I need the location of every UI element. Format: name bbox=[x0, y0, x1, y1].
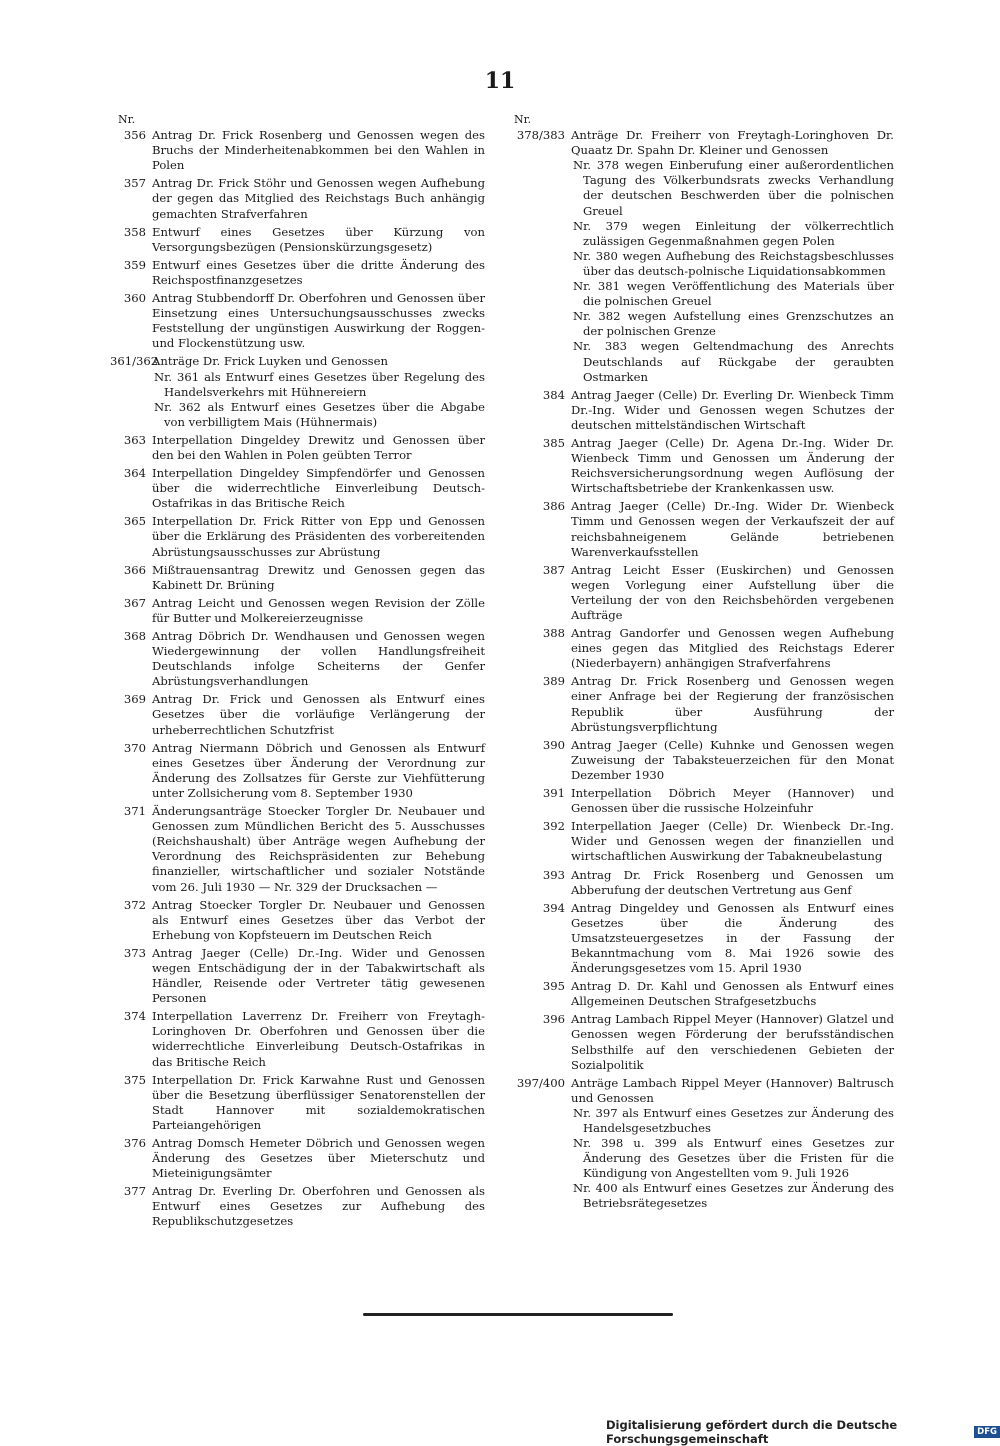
left-column bbox=[110, 112, 485, 1233]
entry-text: Antrag Dr. Frick Rosenberg und Genossen wegen des Bruchs der Minderheitenabkommen bei den Wahlen in Polen bbox=[152, 128, 485, 173]
entry-text: Anträge Dr. Frick Luyken und Genossen bbox=[152, 354, 388, 369]
document-entry bbox=[110, 291, 485, 351]
entry-subitem: Nr. 381 wegen Veröffentlichung des Materials über die polnischen Greuel bbox=[573, 279, 894, 309]
entry-text: Antrag Jaeger (Celle) Dr.-Ing. Wider Dr. Wienbeck Timm und Genossen wegen der Verkaufszeit der auf reichsbahneigenem Gelände betriebenen Warenverkaufsstellen bbox=[571, 499, 894, 559]
document-entry bbox=[110, 946, 485, 1006]
entry-number: 391 bbox=[542, 786, 565, 801]
document-entry bbox=[506, 626, 894, 671]
entry-text: Anträge Lambach Rippel Meyer (Hannover) Baltrusch und Genossen bbox=[571, 1075, 894, 1105]
entry-number: 358 bbox=[123, 224, 146, 239]
entry-text: Antrag Dr. Frick Rosenberg und Genossen wegen einer Anfrage bei der Regierung der französischen Republik über Ausführung der Abrüstungsverpflichtung bbox=[571, 674, 894, 734]
entry-number: 375 bbox=[123, 1072, 146, 1087]
entry-text: Antrag Leicht und Genossen wegen Revision der Zölle für Butter und Molkereierzeugnisse bbox=[152, 595, 485, 625]
document-entry bbox=[110, 629, 485, 689]
document-entry bbox=[506, 868, 894, 898]
document-entry bbox=[110, 1136, 485, 1181]
document-entry bbox=[110, 898, 485, 943]
document-entry bbox=[506, 1076, 894, 1212]
entry-number: 359 bbox=[123, 257, 146, 272]
entry-text: Antrag Döbrich Dr. Wendhausen und Genossen wegen Wiedergewinnung der vollen Handlungsfreiheit Deutschlands infolge Scheiterns der Genfer Abrüstungsverhandlungen bbox=[152, 629, 485, 689]
entry-number: 374 bbox=[123, 1009, 146, 1024]
document-entry bbox=[110, 225, 485, 255]
end-ornament-rule bbox=[363, 1313, 673, 1316]
document-entry bbox=[110, 1184, 485, 1229]
entry-number: 397/400 bbox=[516, 1075, 565, 1090]
dfg-logo: DFG bbox=[974, 1426, 1000, 1438]
entry-number: 371 bbox=[123, 804, 146, 819]
entry-text: Antrag Jaeger (Celle) Kuhnke und Genossen wegen Zuweisung der Tabaksteuerzeichen für den Monat Dezember 1930 bbox=[571, 737, 894, 782]
entry-subitem: Nr. 383 wegen Geltendmachung des Anrechts Deutschlands auf Rückgabe der geraubten Ostmarken bbox=[573, 339, 894, 384]
entry-subitem: Nr. 400 als Entwurf eines Gesetzes zur Änderung des Betriebsrätegesetzes bbox=[573, 1181, 894, 1211]
entry-number: 370 bbox=[123, 740, 146, 755]
entry-number: 377 bbox=[123, 1184, 146, 1199]
document-entry bbox=[110, 176, 485, 221]
entry-number: 367 bbox=[123, 595, 146, 610]
entry-text: Interpellation Dr. Frick Ritter von Epp und Genossen über die Erklärung des Präsidenten des vorbereitenden Abrüstungsausschusses zur Abrüstung bbox=[152, 514, 485, 559]
document-entry bbox=[506, 436, 894, 496]
document-entry bbox=[110, 514, 485, 559]
document-entry bbox=[110, 596, 485, 626]
right-column bbox=[506, 112, 894, 1215]
document-entry bbox=[110, 563, 485, 593]
entry-text: Antrag Dr. Frick Rosenberg und Genossen um Abberufung der deutschen Vertretung aus Genf bbox=[571, 867, 894, 897]
right-entry-list bbox=[506, 128, 894, 1211]
entry-subitem: Nr. 398 u. 399 als Entwurf eines Gesetzes zur Änderung des Gesetzes über die Fristen für die Kündigung von Angestellten vom 9. Juli 1926 bbox=[573, 1136, 894, 1181]
entry-text: Antrag Jaeger (Celle) Dr. Agena Dr.-Ing. Wider Dr. Wienbeck Timm und Genossen um Änderung der Reichsversicherungsordnung wegen Auflösung der Wirtschaftsbetriebe der Krankenkassen usw. bbox=[571, 435, 894, 496]
entry-text: Antrag Dr. Frick Stöhr und Genossen wegen Aufhebung der gegen das Mitglied des Reichstags Buch anhängig gemachten Strafverfahren bbox=[152, 176, 485, 221]
document-entry bbox=[506, 674, 894, 734]
nr-column-header: Nr. bbox=[118, 113, 136, 126]
document-entry bbox=[110, 741, 485, 801]
entry-text: Antrag Dr. Everling Dr. Oberfohren und Genossen als Entwurf eines Gesetzes zur Aufhebung des Republikschutzgesetzes bbox=[152, 1184, 485, 1229]
entry-text: Antrag Gandorfer und Genossen wegen Aufhebung eines gegen das Mitglied des Reichstags Ederer (Niederbayern) anhängigen Strafverfahrens bbox=[571, 626, 894, 671]
entry-subitem: Nr. 379 wegen Einleitung der völkerrechtlich zulässigen Gegenmaßnahmen gegen Polen bbox=[573, 218, 894, 248]
entry-number: 396 bbox=[542, 1012, 565, 1027]
entry-text: Entwurf eines Gesetzes über die dritte Änderung des Reichspostfinanzgesetzes bbox=[152, 257, 485, 287]
entry-number: 357 bbox=[123, 176, 146, 191]
document-entry bbox=[506, 979, 894, 1009]
entry-number: 366 bbox=[123, 562, 146, 577]
entry-number: 387 bbox=[542, 562, 565, 577]
entry-number: 363 bbox=[123, 432, 146, 447]
entry-number: 365 bbox=[123, 514, 146, 529]
entry-text: Interpellation Dingeldey Simpfendörfer und Genossen über die widerrechtliche Einverleibung Deutsch-Ostafrikas in das Britische Reich bbox=[152, 466, 485, 511]
entry-text: Mißtrauensantrag Drewitz und Genossen gegen das Kabinett Dr. Brüning bbox=[152, 562, 485, 592]
document-entry bbox=[110, 1009, 485, 1069]
document-entry bbox=[110, 433, 485, 463]
entry-text: Antrag Stubbendorff Dr. Oberfohren und Genossen über Einsetzung eines Untersuchungsausschusses zwecks Feststellung der ungünstigen Auswirkung der Roggen- und Flockenstützung usw. bbox=[152, 291, 485, 351]
entry-text: Interpellation Dr. Frick Karwahne Rust und Genossen über die Besetzung überflüssiger Senatorenstellen der Stadt Hannover mit sozialdemokratischen Parteiangehörigen bbox=[152, 1072, 485, 1132]
document-entry bbox=[110, 692, 485, 737]
entry-number: 385 bbox=[542, 435, 565, 450]
left-entry-list bbox=[110, 128, 485, 1229]
entry-number: 361/362 bbox=[110, 354, 159, 369]
document-entry bbox=[506, 1012, 894, 1072]
entry-number: 393 bbox=[542, 867, 565, 882]
document-entry bbox=[110, 804, 485, 895]
entry-number: 388 bbox=[542, 626, 565, 641]
entry-text: Interpellation Jaeger (Celle) Dr. Wienbeck Dr.-Ing. Wider und Genossen wegen der finanziellen und wirtschaftlichen Auswirkung der Tabakneubelastung bbox=[571, 819, 894, 864]
document-entry bbox=[506, 901, 894, 976]
document-entry bbox=[506, 738, 894, 783]
footer bbox=[606, 1418, 1000, 1446]
entry-number: 360 bbox=[123, 291, 146, 306]
entry-number: 378/383 bbox=[516, 128, 565, 143]
entry-text: Antrag Jaeger (Celle) Dr. Everling Dr. Wienbeck Timm Dr.-Ing. Wider und Genossen wegen Schutzes der deutschen mittelständischen Wirtschaft bbox=[571, 387, 894, 432]
document-entry bbox=[110, 258, 485, 288]
entry-number: 386 bbox=[542, 499, 565, 514]
entry-number: 389 bbox=[542, 674, 565, 689]
entry-text: Anträge Dr. Freiherr von Freytagh-Loringhoven Dr. Quaatz Dr. Spahn Dr. Kleiner und Genossen bbox=[571, 128, 894, 158]
entry-number: 395 bbox=[542, 979, 565, 994]
entry-subitem: Nr. 382 wegen Aufstellung eines Grenzschutzes an der polnischen Grenze bbox=[573, 309, 894, 339]
document-entry bbox=[506, 563, 894, 623]
entry-text: Antrag Stoecker Torgler Dr. Neubauer und Genossen als Entwurf eines Gesetzes über das Verbot der Erhebung von Kopfsteuern im Deutschen Reich bbox=[152, 897, 485, 942]
entry-number: 394 bbox=[542, 900, 565, 915]
entry-text: Entwurf eines Gesetzes über Kürzung von Versorgungsbezügen (Pensionskürzungsgesetz) bbox=[152, 224, 485, 254]
page-number: 11 bbox=[484, 68, 516, 94]
document-entry bbox=[110, 354, 485, 429]
entry-text: Antrag Dr. Frick und Genossen als Entwurf eines Gesetzes über die vorläufige Verlängerung der urheberrechtlichen Schutzfrist bbox=[152, 692, 485, 737]
entry-text: Antrag Leicht Esser (Euskirchen) und Genossen wegen Vorlegung einer Aufstellung über die Verteilung der von den Reichsbehörden vergebenen Aufträge bbox=[571, 562, 894, 622]
entry-subitem: Nr. 397 als Entwurf eines Gesetzes zur Änderung des Handelsgesetzbuches bbox=[573, 1105, 894, 1135]
entry-number: 364 bbox=[123, 466, 146, 481]
document-entry bbox=[110, 1073, 485, 1133]
document-entry bbox=[506, 786, 894, 816]
document-entry bbox=[506, 499, 894, 559]
entry-text: Antrag Jaeger (Celle) Dr.-Ing. Wider und Genossen wegen Entschädigung der in der Tabakwirtschaft als Händler, Reisende oder Vertreter tätig gewesenen Personen bbox=[152, 945, 485, 1006]
nr-column-header: Nr. bbox=[514, 113, 532, 126]
entry-text: Interpellation Dingeldey Drewitz und Genossen über den bei den Wahlen in Polen geübten Terror bbox=[152, 432, 485, 462]
entry-text: Antrag Domsch Hemeter Döbrich und Genossen wegen Änderung des Gesetzes über Mieterschutz und Mieteinigungsämter bbox=[152, 1136, 485, 1181]
entry-number: 392 bbox=[542, 819, 565, 834]
entry-text: Antrag D. Dr. Kahl und Genossen als Entwurf eines Allgemeinen Deutschen Strafgesetzbuchs bbox=[571, 979, 894, 1009]
entry-number: 376 bbox=[123, 1136, 146, 1150]
entry-number: 369 bbox=[123, 692, 146, 707]
entry-text: Interpellation Laverrenz Dr. Freiherr von Freytagh-Loringhoven Dr. Oberfohren und Genossen über die widerrechtliche Einverleibung Deutsch-Ostafrikas in das Britische Reich bbox=[152, 1009, 485, 1069]
entry-subitem: Nr. 380 wegen Aufhebung des Reichstagsbeschlusses über das deutsch-polnische Liquidationsabkommen bbox=[573, 248, 894, 278]
entry-text: Antrag Lambach Rippel Meyer (Hannover) Glatzel und Genossen wegen Förderung der berufsständischen Selbsthilfe auf den verschiedenen Gebieten der Sozialpolitik bbox=[571, 1012, 894, 1072]
document-entry bbox=[506, 388, 894, 433]
document-entry bbox=[110, 128, 485, 173]
entry-subitem: Nr. 378 wegen Einberufung einer außerordentlichen Tagung des Völkerbundsrats zwecks Verhandlung der deutschen Beschwerden über die polnischen Greuel bbox=[573, 158, 894, 218]
entry-number: 373 bbox=[123, 945, 146, 960]
document-entry bbox=[110, 466, 485, 511]
document-entry bbox=[506, 819, 894, 864]
entry-number: 356 bbox=[123, 128, 146, 143]
document-entry bbox=[506, 128, 894, 385]
entry-subitem: Nr. 361 als Entwurf eines Gesetzes über Regelung des Handelsverkehrs mit Hühnereiern bbox=[154, 369, 485, 399]
entry-number: 390 bbox=[542, 737, 565, 752]
entry-number: 372 bbox=[123, 897, 146, 912]
entry-text: Änderungsanträge Stoecker Torgler Dr. Neubauer und Genossen zum Mündlichen Bericht des 5. Ausschusses (Reichshaushalt) über Anträge wegen Aufhebung der Verordnung des Reichspräsidenten zur Behebung finanzieller, wirtschaftlicher und sozialer Notstände vom 26. Juli 1930 — Nr. 329 der Drucksachen — bbox=[152, 804, 485, 894]
entry-text: Interpellation Döbrich Meyer (Hannover) und Genossen über die russische Holzeinfuhr bbox=[571, 786, 894, 816]
footer-credit: Digitalisierung gefördert durch die Deutsche Forschungsgemeinschaft bbox=[606, 1418, 898, 1446]
entry-text: Antrag Niermann Döbrich und Genossen als Entwurf eines Gesetzes über Änderung der Verordnung zur Änderung des Zollsatzes für Gerste zur Viehfütterung unter Zollsicherung vom 8. September 1930 bbox=[152, 740, 485, 800]
entry-text: Antrag Dingeldey und Genossen als Entwurf eines Gesetzes über die Änderung des Umsatzsteuergesetzes in der Fassung der Bekanntmachung vom 8. Mai 1926 sowie des Änderungsgesetzes vom 15. April 1930 bbox=[571, 900, 894, 976]
entry-number: 384 bbox=[542, 387, 565, 402]
entry-subitem: Nr. 362 als Entwurf eines Gesetzes über die Abgabe von verbilligtem Mais (Hühnermais) bbox=[154, 399, 485, 429]
entry-number: 368 bbox=[123, 629, 146, 643]
